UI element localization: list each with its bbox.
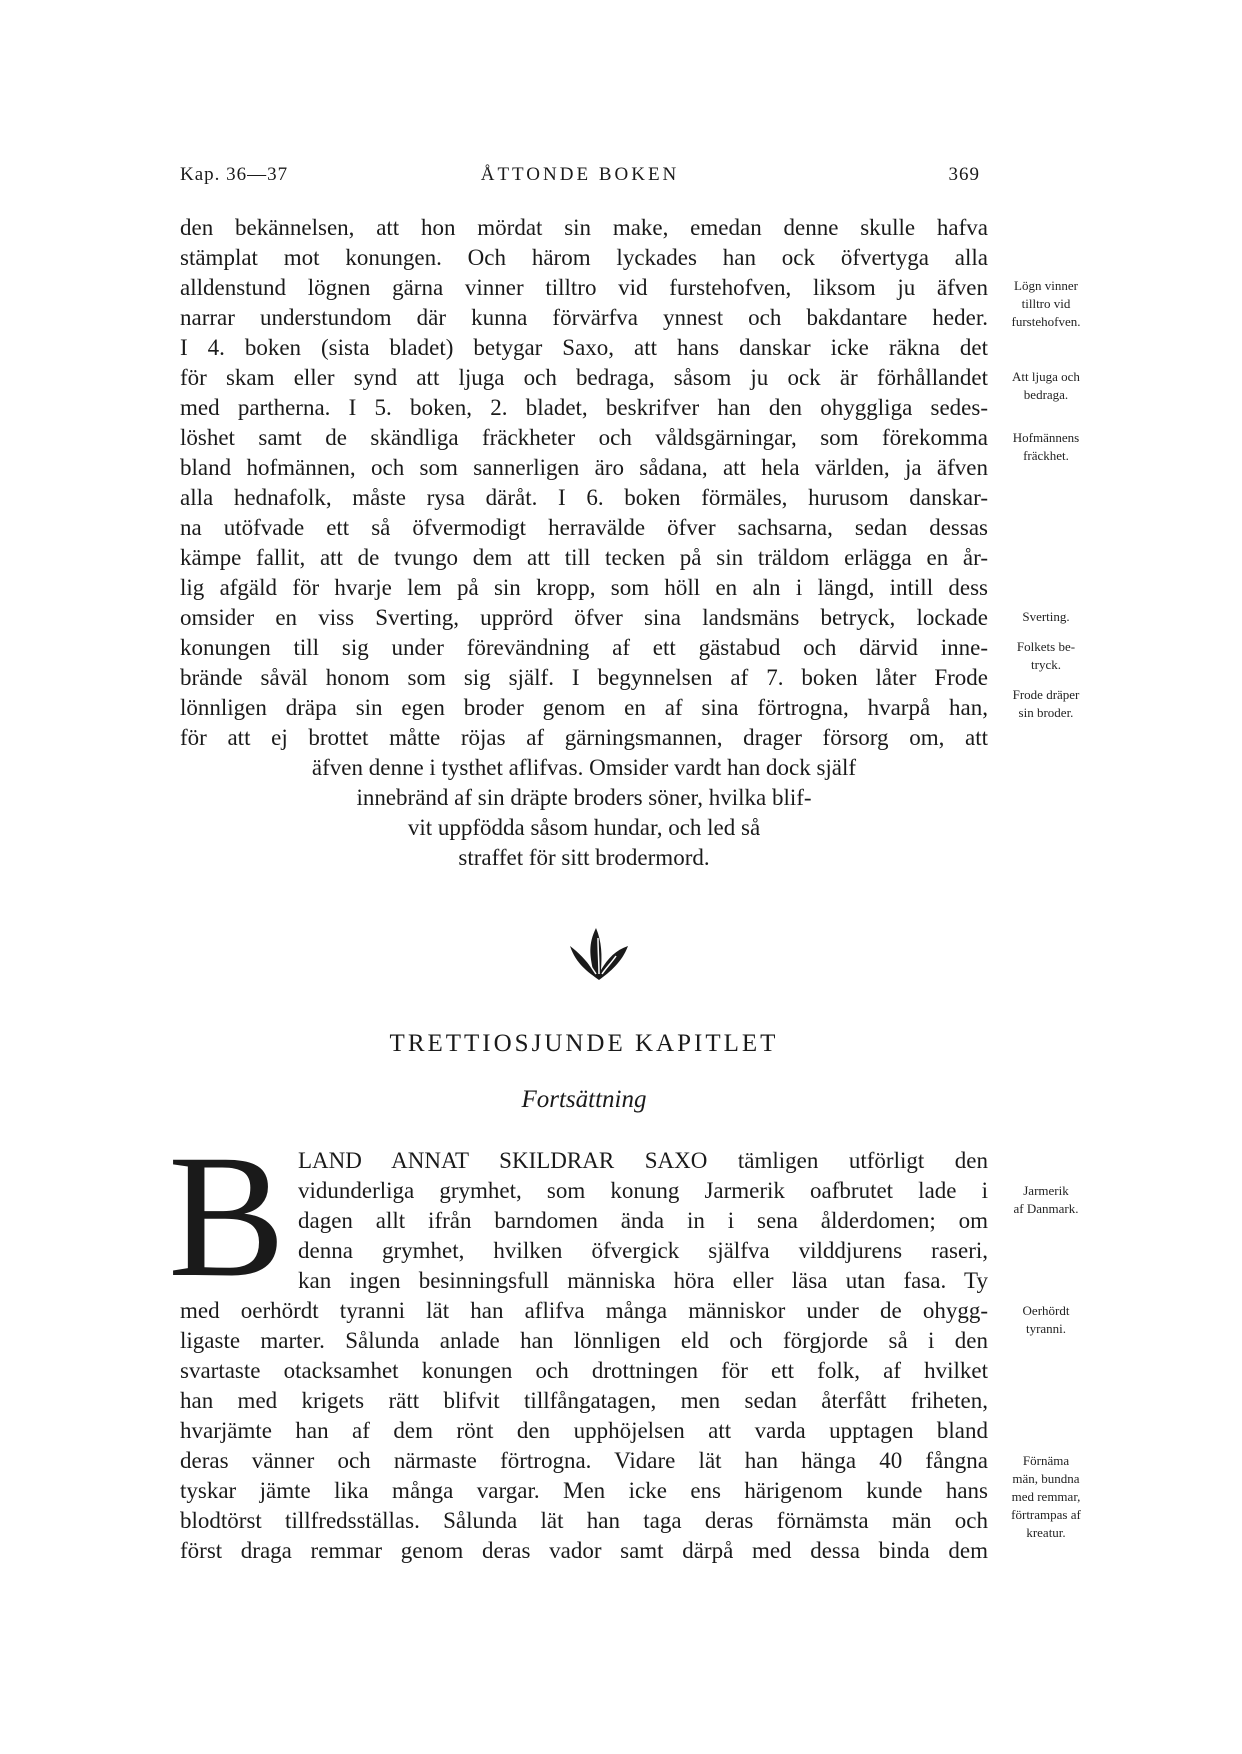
marginal-note: Frode dräper sin broder. bbox=[1012, 687, 1080, 720]
running-header bbox=[180, 164, 980, 192]
text-line: I 4. boken (sista bladet) betygar Saxo, att hans danskar icke räkna det bbox=[180, 335, 988, 360]
chapter-title: TRETTIOSJUNDE KAPITLET bbox=[389, 1030, 779, 1057]
marginal-note: Folkets be- tryck. bbox=[1016, 639, 1076, 672]
marginal-note: Lögn vinner tilltro vid furstehofven. bbox=[1011, 278, 1081, 329]
text-line: ligaste marter. Sålunda anlade han lönnligen eld och förgjorde så i den bbox=[180, 1328, 988, 1353]
text-line: narrar understundom där kunna förvärfva ynnest och bakdantare heder. bbox=[180, 305, 988, 330]
text-line: hvarjämte han af dem rönt den upphöjelsen att varda upptagen bland bbox=[180, 1418, 988, 1443]
text-line: kämpe fallit, att de tvungo dem att till tecken på sin träldom erlägga en år- bbox=[180, 545, 988, 570]
text-line: stämplat mot konungen. Och härom lyckades han ock öfvertyga alla bbox=[180, 245, 988, 270]
text-line: han med krigets rätt blifvit tillfångatagen, men sedan återfått friheten, bbox=[180, 1388, 988, 1413]
chapter-subtitle: Fortsättning bbox=[521, 1086, 647, 1113]
text-line: svartaste otacksamhet konungen och drottningen för ett folk, af hvilket bbox=[180, 1358, 988, 1383]
closing-line: äfven denne i tysthet aflifvas. Omsider vardt han dock själf bbox=[311, 755, 857, 780]
page-number: 369 bbox=[948, 164, 980, 185]
text-line: löshet samt de skändliga fräckheter och våldsgärningar, som förekomma bbox=[180, 425, 988, 450]
text-line: brände såväl honom som sig själf. I begynnelsen af 7. boken låter Frode bbox=[180, 665, 988, 690]
marginal-note: Förnäma män, bundna med remmar, förtrampas af kreatur. bbox=[1011, 1453, 1081, 1540]
chapter-range: Kap. 36—37 bbox=[180, 164, 289, 185]
text-line: för att ej brottet måtte röjas af gärningsmannen, drager försorg om, att bbox=[180, 725, 988, 750]
marginal-note: Att ljuga och bedraga. bbox=[1012, 369, 1080, 402]
text-line: först draga remmar genom deras vador samt därpå med dessa binda dem bbox=[180, 1538, 988, 1563]
book-title: ÅTTONDE BOKEN bbox=[480, 164, 680, 185]
text-line: alla hednafolk, måste rysa däråt. I 6. boken förmäles, hurusom danskar- bbox=[180, 485, 988, 510]
text-line: lig afgäld för hvarje lem på sin kropp, som höll en aln i längd, intill dess bbox=[180, 575, 988, 600]
marginal-note: Oerhördt tyranni. bbox=[1022, 1303, 1070, 1336]
closing-line: innebränd af sin dräpte broders söner, hvilka blif- bbox=[356, 785, 812, 810]
text-line: vidunderliga grymhet, som konung Jarmerik oafbrutet lade i bbox=[298, 1178, 988, 1203]
text-line: för skam eller synd att ljuga och bedraga, såsom ju ock är förhållandet bbox=[180, 365, 988, 390]
closing-line: vit uppfödda såsom hundar, och led så bbox=[407, 815, 761, 840]
text-line: kan ingen besinningsfull människa höra eller läsa utan fasa. Ty bbox=[298, 1268, 988, 1293]
drop-cap: B bbox=[168, 1119, 286, 1314]
text-line: den bekännelsen, att hon mördat sin make, emedan denne skulle hafva bbox=[180, 215, 988, 240]
marginal-note: Hofmännens fräckhet. bbox=[1012, 430, 1080, 463]
text-line: bland hofmännen, och som sannerligen äro sådana, att hela världen, ja äfven bbox=[180, 455, 988, 480]
marginal-note: Sverting. bbox=[1022, 609, 1070, 624]
text-line: omsider en viss Sverting, upprörd öfver sina landsmäns betryck, lockade bbox=[180, 605, 988, 630]
text-line: konungen till sig under förevändning af ett gästabud och därvid inne- bbox=[180, 635, 988, 660]
marginal-note: Jarmerik af Danmark. bbox=[1013, 1183, 1079, 1216]
text-line: dagen allt ifrån barndomen ända in i sena ålderdomen; om bbox=[298, 1208, 988, 1233]
text-line: alldenstund lögnen gärna vinner tilltro vid furstehofven, liksom ju äfven bbox=[180, 275, 988, 300]
text-line: lönnligen dräpa sin egen broder genom en af sina förtrogna, hvarpå han, bbox=[180, 695, 988, 720]
text-line: med oerhördt tyranni lät han aflifva många människor under de ohygg- bbox=[180, 1298, 988, 1323]
closing-line: straffet för sitt brodermord. bbox=[458, 845, 710, 870]
text-line: LAND ANNAT SKILDRAR SAXO tämligen utförligt den bbox=[298, 1148, 988, 1173]
text-line: med partherna. I 5. boken, 2. bladet, beskrifver han den ohyggliga sedes- bbox=[180, 395, 988, 420]
text-line: blodtörst tillfredsställas. Sålunda lät han taga deras förnämsta män och bbox=[180, 1508, 988, 1533]
text-line: denna grymhet, hvilken öfvergick själfva vilddjurens raseri, bbox=[298, 1238, 988, 1263]
leaf-ornament-icon bbox=[566, 926, 632, 982]
text-line: tyskar jämte lika många vargar. Men icke ens härigenom kunde hans bbox=[180, 1478, 988, 1503]
text-line: deras vänner och närmaste förtrogna. Vidare lät han hänga 40 fångna bbox=[180, 1448, 988, 1473]
text-line: na utöfvade ett så öfvermodigt herravälde öfver sachsarna, sedan dessas bbox=[180, 515, 988, 540]
